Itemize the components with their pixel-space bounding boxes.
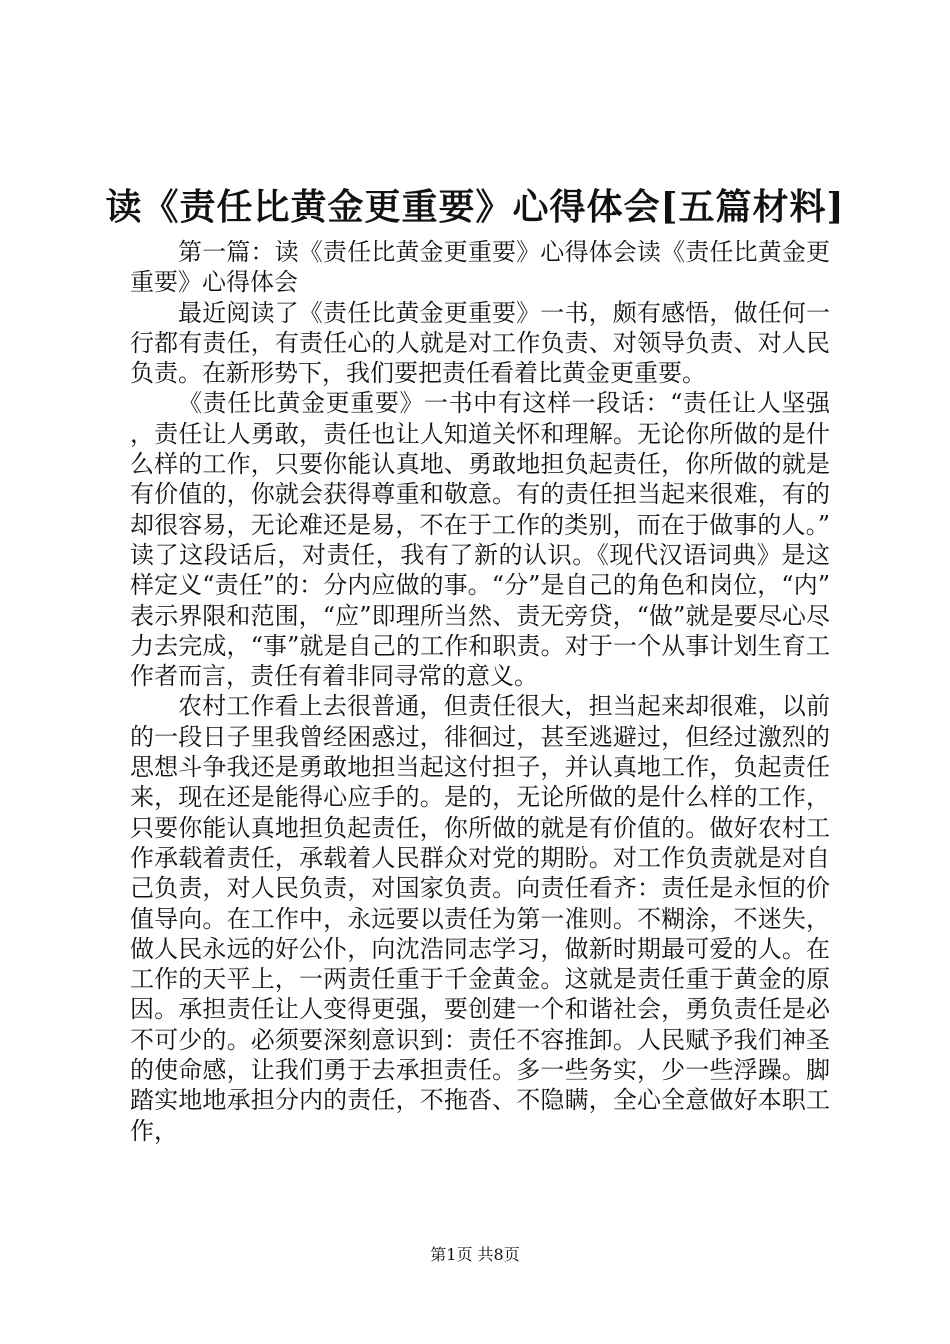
page-number-footer: 第1页 共8页: [430, 1245, 520, 1264]
document-body: [130, 237, 830, 1146]
paragraph-1: 第一篇：读《责任比黄金更重要》心得体会读《责任比黄金更重要》心得体会: [130, 238, 830, 297]
paragraph-4: 农村工作看上去很普通，但责任很大，担当起来却很难，以前的一段日子里我曾经困惑过，徘徊过，甚至逃避过，但经过激烈的思想斗争我还是勇敢地担当起这付担子，并认真地工作，负起责任来，现在还是能得心应手的。是的，无论所做的是什么样的工作，只要你能认真地担负起责任，你所做的就是有价值的。做好农村工作承载着责任，承载着人民群众对党的期盼。对工作负责就是对自己负责，对人民负责，对国家负责。向责任看齐：责任是永恒的价值导向。在工作中，永远要以责任为第一准则。不糊涂，不迷失，做人民永远的好公仆，向沈浩同志学习，做新时期最可爱的人。在工作的天平上，一两责任重于千金黄金。这就是责任重于黄金的原因。承担责任让人变得更强，要创建一个和谐社会，勇负责任是必不可少的。必须要深刻意识到：责任不容推卸。人民赋予我们神圣的使命感，让我们勇于去承担责任。多一些务实，少一些浮躁。脚踏实地地承担分内的责任，不拖沓、不隐瞒，全心全意做好本职工作，: [130, 692, 830, 1145]
paragraph-2: 最近阅读了《责任比黄金更重要》一书，颇有感悟，做任何一行都有责任，有责任心的人就是对工作负责、对领导负责、对人民负责。在新形势下，我们要把责任看着比黄金更重要。: [130, 298, 830, 388]
paragraph-3: 《责任比黄金更重要》一书中有这样一段话：“责任让人坚强，责任让人勇敢，责任也让人知道关怀和理解。无论你所做的是什么样的工作，只要你能认真地、勇敢地担负起责任，你所做的就是有价值的，你就会获得尊重和敬意。有的责任担当起来很难，有的却很容易，无论难还是易，不在于工作的类别，而在于做事的人。”读了这段话后，对责任，我有了新的认识。《现代汉语词典》是这样定义“责任”的：分内应做的事。“分”是自己的角色和岗位，“内”表示界限和范围，“应”即理所当然、责无旁贷，“做”就是要尽心尽力去完成，“事”就是自己的工作和职责。对于一个从事计划生育工作者而言，责任有着非同寻常的意义。: [130, 389, 830, 691]
document-title: 读《责任比黄金更重要》心得体会[五篇材料]: [105, 186, 845, 228]
